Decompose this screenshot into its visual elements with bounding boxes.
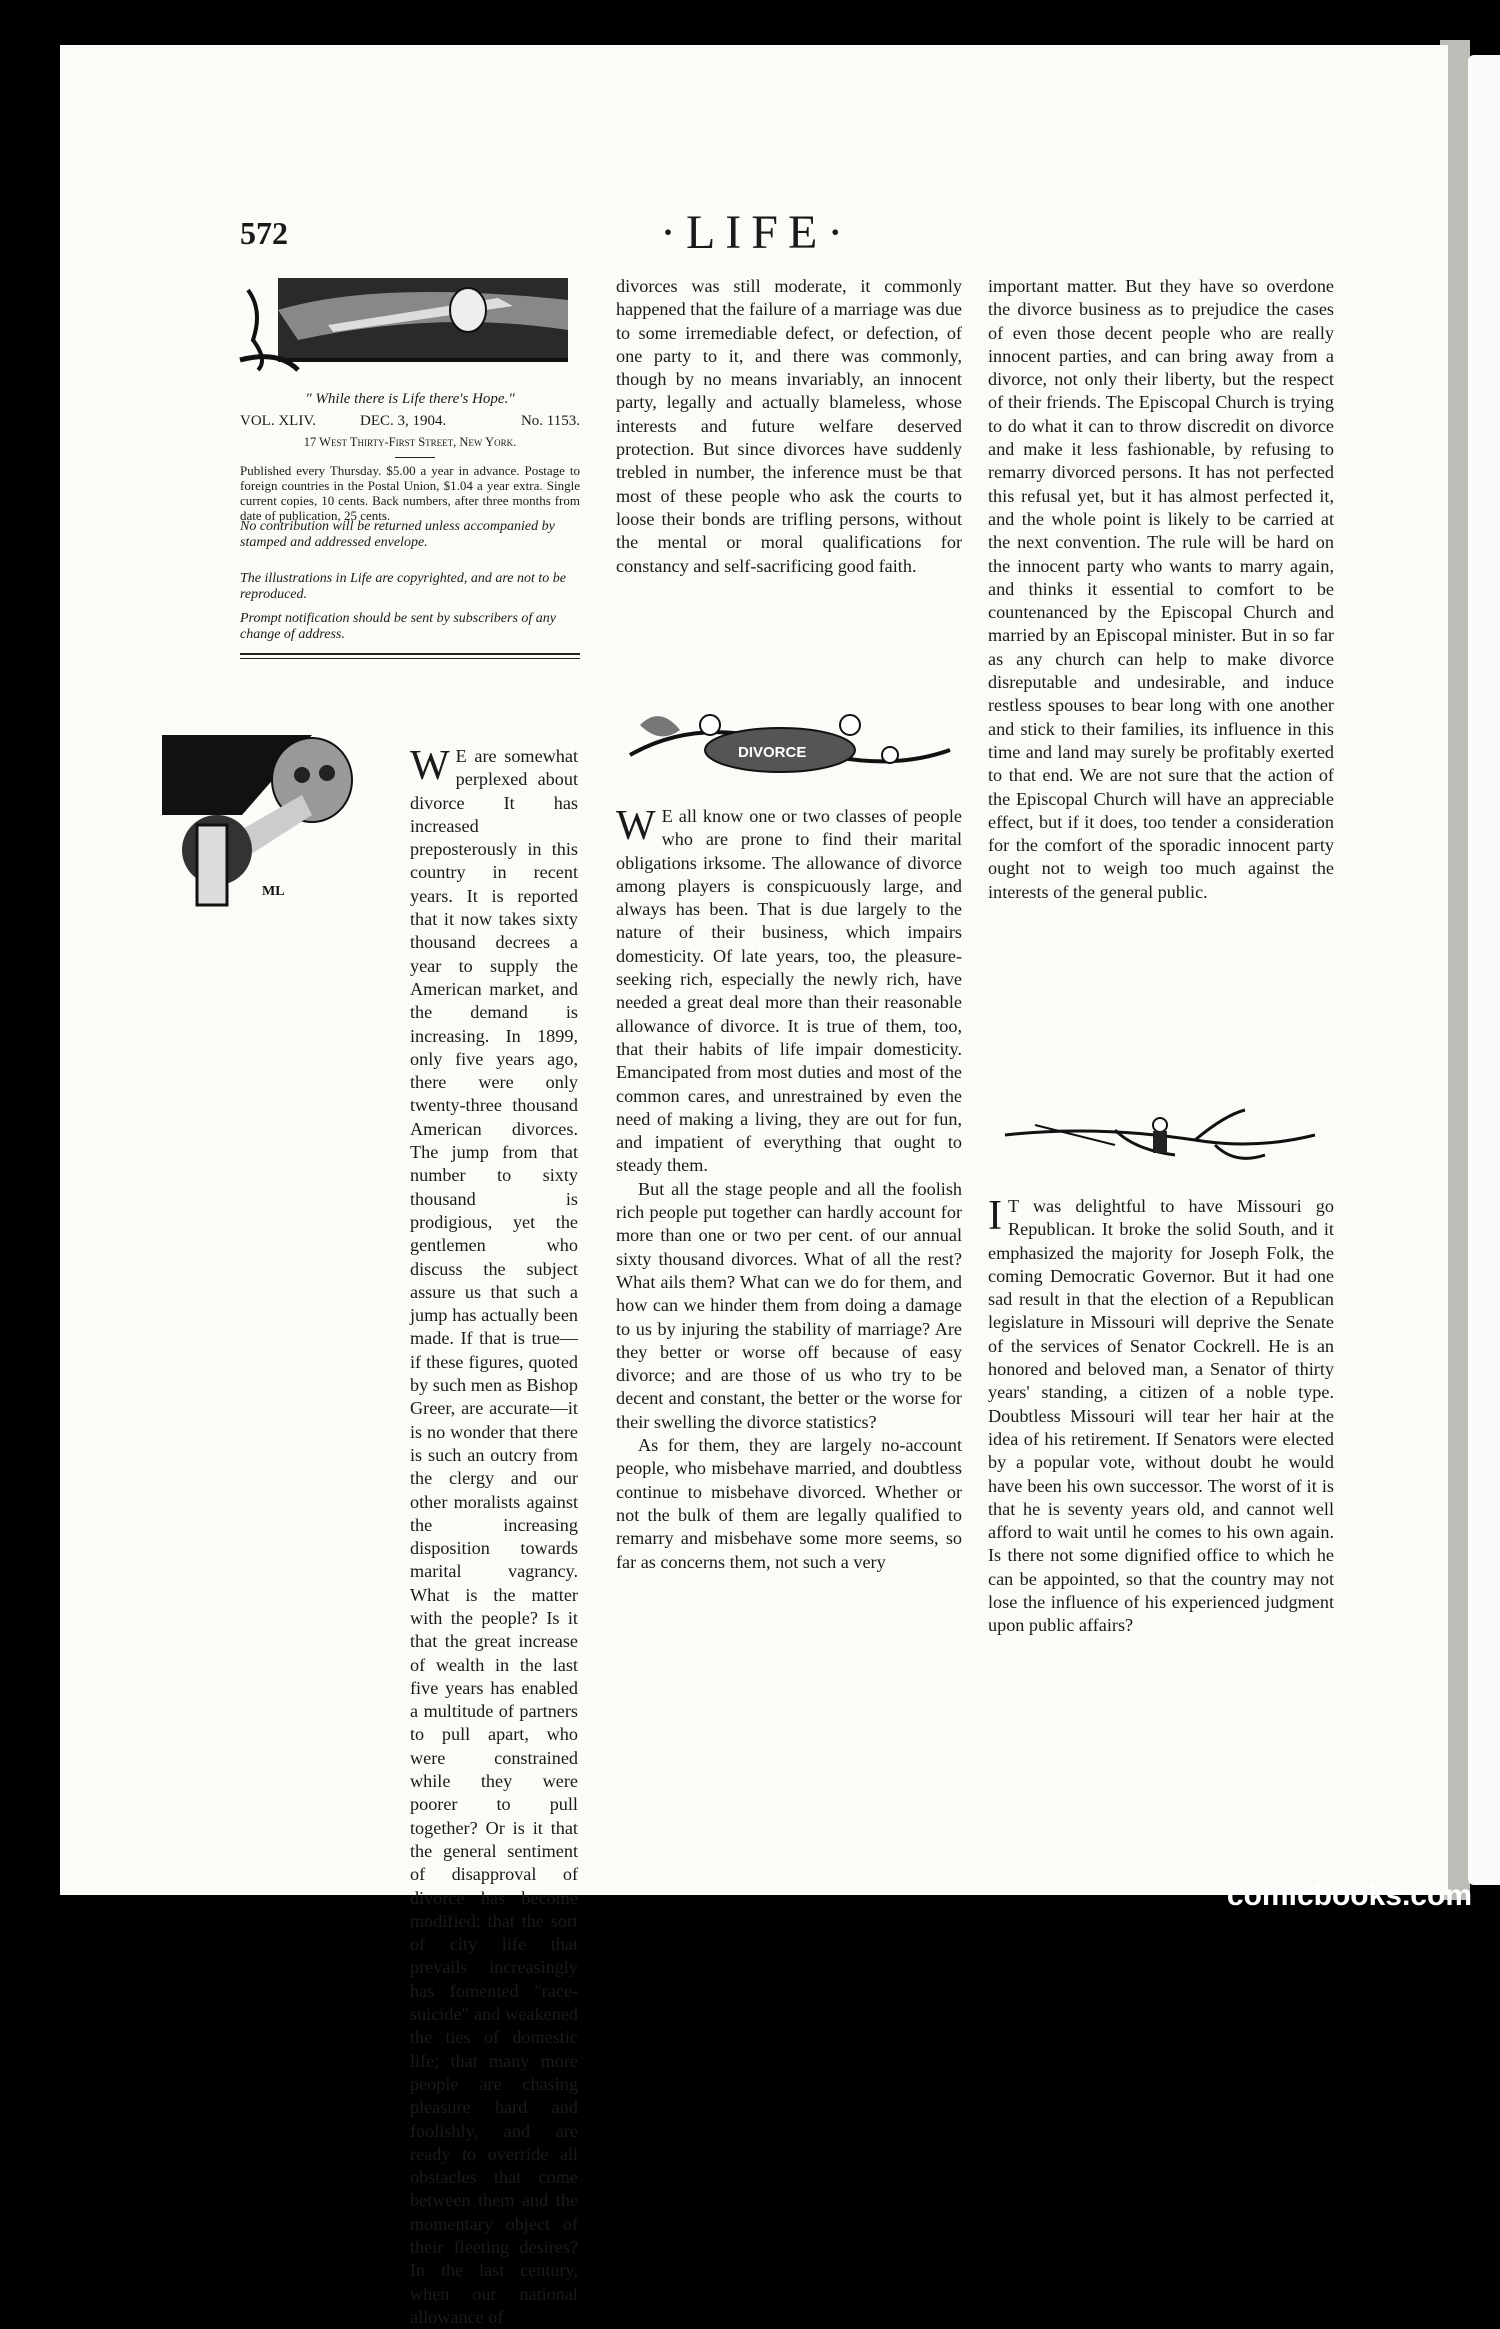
issue-line <box>240 413 580 430</box>
volume: VOL. XLIV. <box>240 413 316 429</box>
col2-paragraph-1: divorces was still moderate, it commonly happened that the failure of a marriage was due to some irremediable defect, or defection, of one party to it, and there was commonly, though by no means invariably, an innocent party, legally and actually blameless, whose interests and future welfare deserved protection. But since divorces have suddenly trebled in number, the inference must be that most of these people who ask the courts to loose their bonds are trifling persons, without the mental or moral qualifications for constancy and self-sacrificing good faith. <box>616 276 962 576</box>
dropcap-i: I <box>988 1193 1002 1239</box>
issue-number: No. 1153. <box>520 413 580 429</box>
col2-paragraph-2 <box>616 805 962 1178</box>
column-2-lower <box>616 805 962 1574</box>
copyright-notice: The illustrations in Life are copyrighted, and are not to be reproduced. <box>240 571 566 602</box>
watermark: comicbooks.com <box>1226 1879 1472 1912</box>
col3-text-2: T was delightful to have Missouri go Republican. It broke the solid South, and it emphasized the majority for Joseph Folk, the coming Democratic Governor. But it had one sad result in that the election of a Republican legislature in Missouri will deprive the Senate of the services of Senator Cockrell. He is an honored and beloved man, a Senator of thirty years' standing, a citizen of a noble type. Doubtless Missouri will tear her hair at the idea of his retirement. If Senators were elected by a popular vote, without doubt he would have been his own successor. The worst of it is that he is seventy years old, and cannot well afford to wait until he comes to his own again. Is there not some dignified office to which he can be appointed, so that the country may not lose the influence of his experienced judgment upon public affairs? <box>988 1196 1334 1636</box>
tree-illustration <box>995 1105 1325 1175</box>
address-change-notice: Prompt notification should be sent by subscribers of any change of address. <box>240 611 557 642</box>
masthead-illustration <box>238 270 580 378</box>
col2-paragraph-4: As for them, they are largely no-account people, who misbehave married, and doubtless continue to misbehave divorced. Whether or not the bulk of them are legally qualified to remarry and misbehave some more seems, so far as concerns them, not such a very <box>616 1435 962 1572</box>
address: 17 West Thirty-First Street, New York. <box>303 435 517 449</box>
column-2 <box>616 275 962 578</box>
col3-paragraph-1: important matter. But they have so overdone the divorce business as to prejudice the cases of even those decent people who are really innocent parties, and can bring away from a divorce, not only their liberty, but the respect of their friends. The Episcopal Church is trying to do what it can to throw discredit on divorce and make it less fashionable, by refusing to remarry divorced persons. It has not perfected this refusal yet, but it has almost perfected it, and the whole point is likely to be carried at the next convention. The rule will be hard on the innocent party who wants to marry again, and thinks it essential to comfort to be countenanced by the Episcopal Church and married by an Episcopal minister. But in so far as any church can help to make divorce disreputable and undesirable, and induce restless spouses to bear long with one another and stick to their families, its influence in this time and land may surely be profitably exerted to that end. We are not sure that the action of the Episcopal Church will have an appreciable effect, but if it does, too tender a consideration for the comfort of the sporadic innocent party ought not to weigh too much against the interests of the general public. <box>988 276 1334 902</box>
column-3 <box>988 275 1334 904</box>
dropcap-w: W <box>410 743 450 789</box>
subscription-notice: Published every Thursday. $5.00 a year in advance. Postage to foreign countries in the Postal Union, $1.04 a year extra. Single current copies, 10 cents. Back numbers, after three months from date of publication, 25 cents. <box>240 463 580 523</box>
issue-date: DEC. 3, 1904. <box>360 413 447 429</box>
double-rule-top <box>240 653 580 655</box>
contribution-notice: No contribution will be returned unless accompanied by stamped and addressed envelope. <box>240 519 555 550</box>
col2-text-2: E all know one or two classes of people who are prone to find their marital obligations irksome. The allowance of divorce among players is conspicuously large, and always has been. That is due largely to the nature of their business, which impairs domesticity. Of late years, too, the pleasure-seeking rich, especially the newly rich, have needed a great deal more than their reasonable allowance of divorce. It is true of them, too, that their habits of life impair domesticity. Emancipated from most duties and most of the common cares, and unrestrained by even the need of making a living, they are out for fun, and impatient of everything that ought to steady them. <box>616 806 962 1176</box>
double-rule-bottom <box>240 658 580 659</box>
masthead-title: ·LIFE· <box>660 206 854 259</box>
svg-text:ML: ML <box>262 884 285 899</box>
short-rule <box>395 457 435 458</box>
column-1 <box>240 745 578 2329</box>
dropcap-w2: W <box>616 803 656 849</box>
col1-text: E are somewhat perplexed about divorce It has increased preposterously in this country in recent years. It is reported that it now takes sixty thousand decrees a year to supply the American market, and the demand is increasing. In 1899, only five years ago, there were only twenty-three thousand American divorces. The jump from that number to sixty thousand is prodigious, yet the gentlemen who discuss the subject assure us that such a jump has actually been made. If that is true—if these figures, quoted by such men as Bishop Greer, are accurate—it is no wonder that there is such an outcry from the clergy and our other moralists against the increasing disposition towards marital vagrancy. What is the matter with the people? Is it that the great increase of wealth in the last five years has enabled a multitude of partners to pull apart, who were constrained while they were poorer to pull together? Or is it that the general sentiment of disapproval of divorce has become modified; that the sort of city life that prevails increasingly has fomented "race-suicide" and weakened the ties of domestic life; that many more people are chasing pleasure hard and foolishly, and are ready to override all obstacles that come between them and the momentary object of their fleeting desires? In the last century, when our national allowance of <box>410 746 578 2327</box>
facing-page-edge <box>1468 55 1500 1885</box>
col3-paragraph-2 <box>988 1195 1334 1638</box>
col1-paragraph <box>240 745 578 2329</box>
column-3-lower <box>988 1195 1334 1638</box>
motto: " While there is Life there's Hope." <box>305 391 515 407</box>
col2-paragraph-3: But all the stage people and all the foolish rich people put together can hardly account for more than one or two per cent. of our annual sixty thousand divorces. What of all the rest? What ails them? What can we do for them, and how can we hinder them from doing a damage to us by injuring the stability of marriage? Are they better or worse off because of easy divorce; and are those of us who try to be decent and constant, the better or the worse for their swelling the divorce statistics? <box>616 1178 962 1432</box>
divorce-label: DIVORCE <box>738 744 807 761</box>
divorce-illustration <box>620 695 960 795</box>
page-number: 572 <box>240 215 288 251</box>
